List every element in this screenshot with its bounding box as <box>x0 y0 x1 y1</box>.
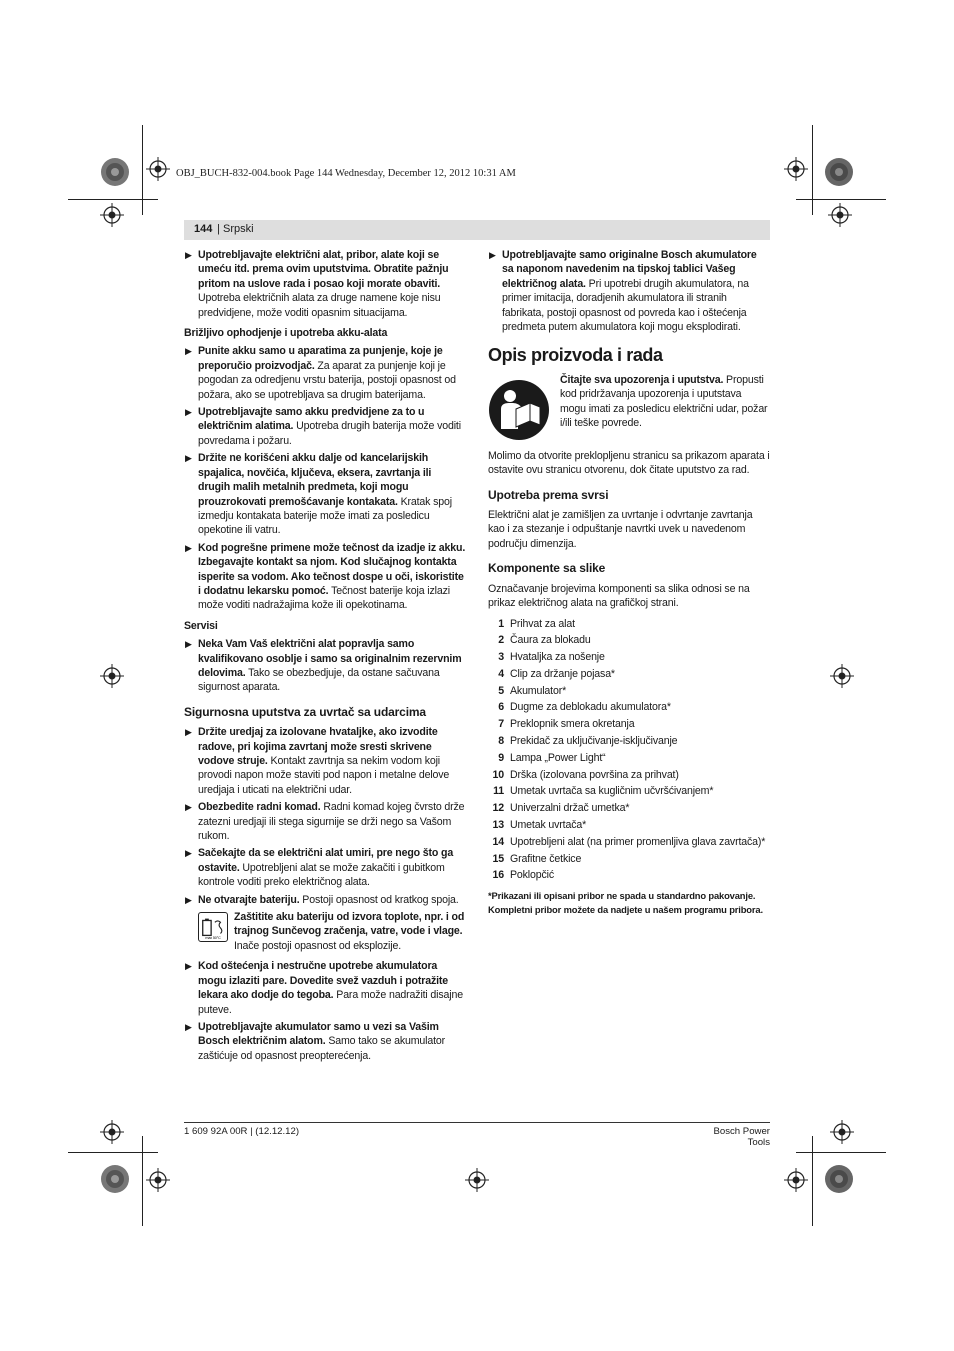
bullet-arrow-icon: ▶ <box>185 727 192 738</box>
list-item: ▶ Kod pogrešne primene može tečnost da izadje iz akku. Izbegavajte kontakt sa njom. Kod slučajnog kontakta isperite sa vodom. Ako tečnost dospe u oči, iskoristite i dodatnu lekarsku pomoć. Tečnost baterije koja izlazi može voditi nadražajima kože ili opekotinama. <box>185 541 466 612</box>
crosshair-target-icon <box>784 1168 808 1192</box>
list-item: 4 Clip za držanje pojasa* <box>498 667 615 680</box>
list-item: ▶ Obezbedite radni komad. Radni komad kojeg čvrsto drže zatezni uredjaji ili stega sigurnije se drži nego sa Vašom rukom. <box>185 801 465 843</box>
bullet-arrow-icon: ▶ <box>185 542 192 553</box>
list-item: 11 Umetak uvrtača sa kugličnim učvršćivanjem* <box>493 785 714 798</box>
list-item: ▶ Držite ne korišćeni akku dalje od kancelarijskih spajalica, novčića, ključeva, eksera, zavrtanja ili drugih malih metalnih predmeta, koji mogu prouzrokovati premošćavanje kontakata. Kratak spoj izmedju kontakata baterije može imati za posledicu opekotine ili vatru. <box>185 452 452 537</box>
header-separator: | <box>217 223 220 235</box>
list-item: 15 Grafitne četkice <box>492 852 582 865</box>
page-number: 144 <box>194 223 213 235</box>
footer-divider <box>184 1122 770 1123</box>
list-item: 8 Prekidač za uključivanje-isključivanje <box>498 735 678 748</box>
bullet-arrow-icon: ▶ <box>185 407 192 418</box>
bullet-arrow-icon: ▶ <box>185 250 192 260</box>
list-item: 2 Čaura za blokadu <box>498 634 591 647</box>
registration-circle-top-right <box>824 157 854 187</box>
list-item: ▶ Neka Vam Vaš električni alat popravlja samo kvalifikovano osoblje i samo sa originalnim rezervnim delovima. Tako se obezbedjuje, da ostane sačuvana sigurnost aparata. <box>185 638 462 694</box>
main-heading: Opis proizvoda i rada <box>488 345 663 366</box>
brand-footer: Bosch Power Tools <box>713 1126 770 1148</box>
foldout-paragraph: Molimo da otvorite preklopljenu stranicu sa prikazom aparata i ostavite ovu stranicu otvorenu, dok čitate uputstvo za rad. <box>488 449 770 477</box>
heat-warning: max 50°C Zaštitite aku bateriju od izvora toplote, npr. i od trajnog Sunčevog zračenja, vatre, vode i vlage. Inače postoji opasnost od eksplozije. <box>184 910 466 953</box>
bullet-arrow-icon: ▶ <box>185 639 192 650</box>
list-item: ▶ Držite uredjaj za izolovane hvataljke, ako izvodite radove, pri kojima zavrtanj može sresti skrivene vodove struje. Kontakt zavrtnja sa nekim vodom koji provodi napon može staviti pod napon i metalne delove uredjaja i utiсati na električni udar. <box>185 726 450 796</box>
crosshair-target-icon <box>830 1120 854 1144</box>
list-item: ▶ Ne otvarajte bateriju. Postoji opasnost od kratkog spoja. <box>185 893 459 906</box>
list-item: 10 Drška (izolovana površina za prihvat) <box>492 768 679 781</box>
bullet-arrow-icon: ▶ <box>185 346 192 357</box>
battery-heat-icon <box>198 912 228 942</box>
bullet-arrow-icon: ▶ <box>489 250 496 260</box>
crosshair-target-icon <box>828 203 852 227</box>
crosshair-target-icon <box>465 1168 489 1192</box>
registration-circle-top-left <box>100 157 130 187</box>
crosshair-target-icon <box>784 157 808 181</box>
print-info-line: OBJ_BUCH-832-004.book Page 144 Wednesday, December 12, 2012 10:31 AM <box>176 168 516 179</box>
bullet-arrow-icon: ▶ <box>185 453 192 464</box>
registration-circle-bottom-right <box>824 1164 854 1194</box>
bullet-arrow-icon: ▶ <box>185 961 192 972</box>
section-heading: Servisi <box>184 619 218 632</box>
crosshair-target-icon <box>100 1120 124 1144</box>
list-item: 12 Univerzalni držač umetka* <box>492 802 630 815</box>
section-heading: Brižljivo ophodjenje i upotreba akku-alata <box>184 327 388 340</box>
list-item: 3 Hvataljka za nošenje <box>498 651 605 664</box>
list-item: 14 Upotrebljeni alat (na primer promenljiva glava zavrtača)* <box>492 835 766 848</box>
section-heading: Komponente sa slike <box>488 561 606 576</box>
bullet-arrow-icon: ▶ <box>185 894 192 905</box>
crosshair-target-icon <box>146 1168 170 1192</box>
read-instructions-notice: Čitajte sva upozorenja i uputstva. Propusti kod pridržavanja upozorenja i uputstava mogu imati za posledicu električni udar, požar i/ili teške povrede. <box>488 373 770 439</box>
bullet-arrow-icon: ▶ <box>185 802 192 813</box>
crosshair-target-icon <box>100 203 124 227</box>
list-item: 9 Lampa „Power Light“ <box>498 751 606 764</box>
intended-use-paragraph: Električni alat je zamišljen za uvrtanje i odvrtanje zavrtanja kao i za stezanje i odpuštanje navrtki uvek u navedenom području dimenzija. <box>488 509 753 550</box>
list-item: ▶ Upotrebljavajte električni alat, pribor, alate koji se umeću itd. prema ovim uputstvima. Obratite pažnju pritom na uslove rada i posao koji morate obaviti. Upotreba električnih alata za druge namene koje nisu predvidjene, može voditi opasnim situacijama. <box>185 249 449 319</box>
list-item: ▶ Punite akku samo u aparatima za punjenje, koje je preporučio proizvodjač. Za aparat za punjenje koji je pogodan za odredjenu vrstu baterija, postoji opasnost od požara, ako se upotrebljava sa drugim baterijama. <box>185 345 456 401</box>
registration-circle-bottom-left <box>100 1164 130 1194</box>
list-item: ▶ Kod oštećenja i nestručne upotrebe akumulatora mogu izlaziti pare. Dovedite svež vazduh i potražite lekara ako dodje do tegoba. Para može nadražiti disajne puteve. <box>185 960 463 1016</box>
header-language: Srpski <box>223 223 254 235</box>
components-intro: Označavanje brojevima komponenti sa slika odnosi se na prikaz električnog alata na grafičkoj strani. <box>488 582 750 610</box>
components-list <box>488 617 770 886</box>
left-column <box>184 248 466 1066</box>
list-item: ▶ Sačekajte da se električni alat umiri, pre nego što ga ostavite. Upotrebljeni alat se može zakačiti i gubitkom kontrole voditi preko električnog alata. <box>185 847 454 889</box>
list-item: ▶ Upotrebljavajte samo originalne Bosch akumulatore sa naponom navedenim na tipskoj tablici Vašeg električnog alata. Pri upotrebi drugih akumulatora, na primer imitacija, doradjenih akumulatora ili stranih fabrikata, postoji opasnost od povreda kao i oštećenja predmeta putem akumulatora koji mogu eksplodirati. <box>489 249 757 334</box>
list-item: 5 Akumulator* <box>498 684 567 697</box>
list-item: 13 Umetak uvrtača* <box>492 819 587 832</box>
section-heading: Upotreba prema svrsi <box>488 487 609 502</box>
accessories-footnote: *Prikazani ili opisani pribor ne spada u standardno pakovanje. Kompletni pribor možete da nadjete u našem programu pribora. <box>488 890 763 915</box>
svg-text:max 50°C: max 50°C <box>205 936 221 941</box>
list-item: 6 Dugme za deblokadu akumulatora* <box>498 701 671 714</box>
crosshair-target-icon <box>830 664 854 688</box>
bullet-arrow-icon: ▶ <box>185 1021 192 1032</box>
list-item: ▶ Upotrebljavajte samo akku predvidjene za to u električnim alatima. Upotreba drugih baterija može voditi povredama i požaru. <box>185 406 461 447</box>
crosshair-target-icon <box>100 664 124 688</box>
list-item: 1 Prihvat za alat <box>498 617 575 630</box>
page-header <box>184 220 770 240</box>
right-column <box>488 248 770 916</box>
list-item: ▶ Upotrebljavajte akumulator samo u vezi sa Vašim Bosch električnim alatom. Samo tako se akumulator zaštićuje od opasnost preopterećenja. <box>185 1020 446 1062</box>
crosshair-target-icon <box>146 157 170 181</box>
document-code: 1 609 92A 00R | (12.12.12) <box>184 1126 300 1137</box>
section-heading: Sigurnosna uputstva za uvrtač sa udarcima <box>184 704 426 719</box>
bullet-arrow-icon: ▶ <box>185 848 192 859</box>
list-item: 16 Poklopčić <box>492 869 554 882</box>
read-manual-icon <box>488 379 550 441</box>
list-item: 7 Preklopnik smera okretanja <box>498 718 635 731</box>
